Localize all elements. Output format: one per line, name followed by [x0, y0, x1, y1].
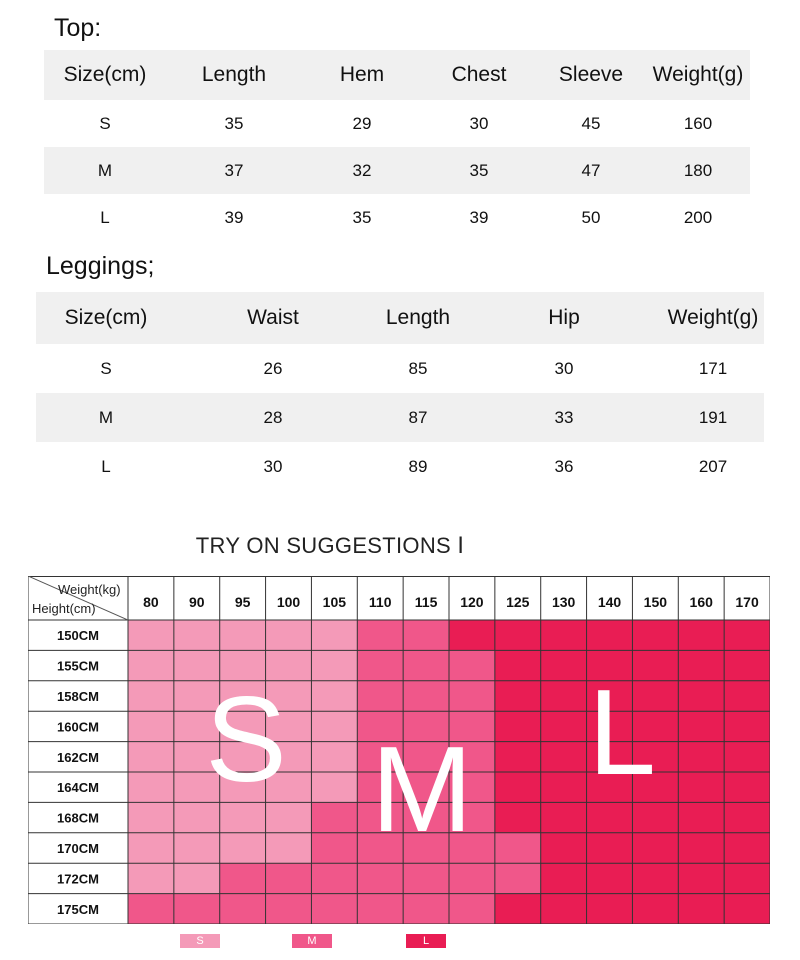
grid-cell: [495, 681, 541, 712]
table-row: [44, 100, 750, 147]
grid-cell: [724, 681, 770, 712]
cell-weight: 200: [683, 207, 713, 227]
cell-waist: 26: [263, 358, 283, 378]
cell-size: M: [36, 393, 176, 442]
header-length: Length: [370, 292, 466, 344]
grid-cell: [678, 894, 724, 924]
weight-tick-label: 170: [735, 594, 759, 610]
grid-cell: [724, 863, 770, 894]
height-tick-label: 160CM: [57, 719, 99, 735]
grid-cell: [174, 863, 220, 894]
grid-cell: [311, 833, 357, 864]
grid-cell: [174, 894, 220, 924]
grid-cell: [495, 742, 541, 773]
height-tick-label: 155CM: [57, 658, 99, 674]
cell-length: 35: [224, 113, 244, 133]
grid-cell: [678, 772, 724, 803]
weight-tick-label: 150: [643, 594, 668, 610]
grid-cell: [128, 772, 174, 803]
cell-size: S: [100, 358, 112, 378]
grid-cell: [587, 620, 633, 651]
corner-weight-label: Weight(kg): [58, 582, 121, 597]
grid-cell: [220, 894, 266, 924]
grid-cell: [174, 620, 220, 651]
cell-size: L: [100, 207, 110, 227]
grid-cell: [678, 650, 724, 681]
grid-cell: [724, 894, 770, 924]
grid-cell: [724, 772, 770, 803]
grid-cell: [587, 802, 633, 833]
grid-cell: [403, 650, 449, 681]
grid-cell: [128, 894, 174, 924]
cell-waist: 30: [263, 456, 283, 476]
grid-cell: [724, 620, 770, 651]
grid-cell: [495, 650, 541, 681]
cell-hip: 36: [554, 456, 574, 476]
header-hem: Hem: [302, 50, 422, 100]
cell-hem: 35: [352, 207, 372, 227]
grid-cell: [495, 620, 541, 651]
grid-cell: [357, 894, 403, 924]
big-label-m: M: [371, 721, 473, 857]
header-weight: Weight(g): [662, 292, 764, 344]
grid-cell: [541, 772, 587, 803]
header-weight: Weight(g): [646, 50, 750, 100]
grid-cell: [587, 833, 633, 864]
header-chest: Chest: [422, 50, 536, 100]
top-section-title: Top:: [54, 14, 102, 42]
grid-cell: [724, 650, 770, 681]
grid-cell: [311, 650, 357, 681]
grid-cell: [220, 863, 266, 894]
grid-cell: [128, 863, 174, 894]
header-hip: Hip: [466, 292, 662, 344]
grid-cell: [495, 711, 541, 742]
grid-cell: [724, 711, 770, 742]
grid-cell: [266, 894, 312, 924]
grid-cell: [403, 681, 449, 712]
grid-cell: [541, 620, 587, 651]
grid-cell: [403, 620, 449, 651]
grid-cell: [311, 742, 357, 773]
grid-cell: [449, 620, 495, 651]
grid-cell: [357, 681, 403, 712]
cell-length: 89: [408, 456, 428, 476]
big-label-s: S: [205, 671, 287, 807]
cell-size: S: [99, 113, 111, 133]
try-on-title: TRY ON SUGGESTIONS Ⅰ: [195, 533, 465, 558]
grid-cell: [495, 833, 541, 864]
cell-weight: 180: [646, 147, 750, 194]
weight-tick-label: 110: [368, 594, 392, 610]
cell-hip: 33: [466, 393, 662, 442]
grid-cell: [403, 863, 449, 894]
header-size: Size(cm): [44, 50, 166, 100]
grid-cell: [678, 620, 724, 651]
grid-cell: [357, 650, 403, 681]
cell-sleeve: 45: [581, 113, 601, 133]
cell-chest: 35: [422, 147, 536, 194]
cell-length: 39: [224, 207, 244, 227]
grid-cell: [678, 711, 724, 742]
grid-cell: [449, 894, 495, 924]
cell-weight: 171: [698, 358, 728, 378]
grid-cell: [128, 620, 174, 651]
grid-cell: [541, 802, 587, 833]
grid-cell: [128, 833, 174, 864]
height-tick-label: 170CM: [57, 841, 99, 856]
cell-sleeve: 50: [581, 207, 601, 227]
top-size-table: [44, 50, 750, 241]
grid-cell: [678, 742, 724, 773]
weight-tick-label: 120: [460, 594, 484, 610]
height-tick-label: 172CM: [57, 871, 99, 887]
grid-cell: [678, 833, 724, 864]
cell-length: 87: [370, 393, 466, 442]
table-header-row: [36, 292, 764, 344]
cell-size: L: [101, 456, 111, 476]
grid-cell: [311, 681, 357, 712]
cell-weight: 160: [683, 113, 713, 133]
table-row: [44, 147, 750, 194]
try-on-grid: [28, 576, 770, 924]
leggings-section-title: Leggings;: [46, 252, 155, 280]
cell-hip: 30: [554, 358, 574, 378]
grid-cell: [541, 833, 587, 864]
header-sleeve: Sleeve: [536, 50, 646, 100]
grid-cell: [632, 833, 678, 864]
height-tick-label: 158CM: [57, 689, 99, 704]
grid-cell: [128, 681, 174, 712]
leggings-size-table: [36, 292, 764, 491]
grid-cell: [495, 802, 541, 833]
grid-cell: [128, 711, 174, 742]
grid-cell: [266, 863, 312, 894]
grid-cell: [678, 802, 724, 833]
height-tick-label: 168CM: [57, 810, 99, 826]
grid-cell: [357, 863, 403, 894]
cell-length: 85: [408, 358, 428, 378]
weight-tick-label: 100: [276, 594, 301, 610]
cell-weight: 191: [662, 393, 764, 442]
grid-cell: [632, 620, 678, 651]
legend-s: S: [180, 934, 220, 948]
cell-weight: 207: [698, 456, 728, 476]
grid-cell: [587, 863, 633, 894]
grid-cell: [495, 863, 541, 894]
weight-tick-label: 105: [322, 594, 347, 610]
grid-cell: [449, 650, 495, 681]
grid-cell: [266, 802, 312, 833]
grid-cell: [449, 863, 495, 894]
grid-cell: [724, 833, 770, 864]
grid-cell: [541, 650, 587, 681]
weight-tick-label: 125: [506, 594, 530, 610]
grid-cell: [174, 802, 220, 833]
grid-cell: [541, 742, 587, 773]
grid-cell: [311, 620, 357, 651]
grid-cell: [541, 681, 587, 712]
grid-cell: [632, 863, 678, 894]
header-waist: Waist: [176, 292, 370, 344]
cell-length: 37: [166, 147, 302, 194]
height-tick-label: 175CM: [57, 901, 99, 917]
grid-cell: [128, 802, 174, 833]
weight-tick-label: 160: [689, 594, 713, 610]
table-row: [36, 344, 764, 393]
cell-chest: 30: [469, 113, 489, 133]
cell-chest: 39: [469, 207, 489, 227]
header-length: Length: [166, 50, 302, 100]
grid-cell: [724, 742, 770, 773]
grid-cell: [632, 802, 678, 833]
grid-cell: [678, 681, 724, 712]
cell-sleeve: 47: [536, 147, 646, 194]
grid-cell: [311, 772, 357, 803]
height-tick-label: 164CM: [57, 780, 99, 796]
cell-hem: 32: [302, 147, 422, 194]
weight-tick-label: 80: [143, 594, 159, 610]
height-tick-label: 162CM: [57, 749, 99, 765]
grid-cell: [128, 742, 174, 773]
grid-cell: [495, 772, 541, 803]
grid-cell: [174, 833, 220, 864]
grid-cell: [220, 833, 266, 864]
grid-cell: [128, 650, 174, 681]
grid-cell: [495, 894, 541, 924]
grid-cell: [220, 620, 266, 651]
weight-tick-label: 140: [597, 594, 622, 610]
grid-cell: [587, 894, 633, 924]
weight-tick-label: 130: [551, 594, 576, 610]
grid-cell: [311, 802, 357, 833]
weight-tick-label: 90: [188, 594, 205, 610]
grid-cell: [357, 620, 403, 651]
grid-cell: [266, 833, 312, 864]
grid-cell: [311, 894, 357, 924]
legend-m: M: [292, 934, 332, 948]
weight-tick-label: 95: [234, 594, 251, 610]
header-size: Size(cm): [36, 292, 176, 344]
legend-l: L: [406, 934, 446, 948]
weight-tick-label: 115: [414, 594, 438, 610]
grid-cell: [403, 894, 449, 924]
grid-cell: [541, 894, 587, 924]
cell-hem: 29: [352, 113, 372, 133]
cell-size: M: [44, 147, 166, 194]
grid-cell: [678, 863, 724, 894]
grid-cell: [266, 620, 312, 651]
grid-cell: [724, 802, 770, 833]
table-row: [36, 393, 764, 442]
grid-cell: [449, 681, 495, 712]
table-header-row: [44, 50, 750, 100]
height-tick-label: 150CM: [57, 628, 99, 644]
big-label-l: L: [588, 664, 656, 800]
grid-cell: [311, 863, 357, 894]
grid-cell: [220, 802, 266, 833]
grid-cell: [311, 711, 357, 742]
table-row: [36, 442, 764, 491]
corner-height-label: Height(cm): [32, 601, 96, 616]
grid-cell: [632, 894, 678, 924]
grid-cell: [541, 863, 587, 894]
cell-waist: 28: [176, 393, 370, 442]
table-row: [44, 194, 750, 241]
grid-cell: [541, 711, 587, 742]
